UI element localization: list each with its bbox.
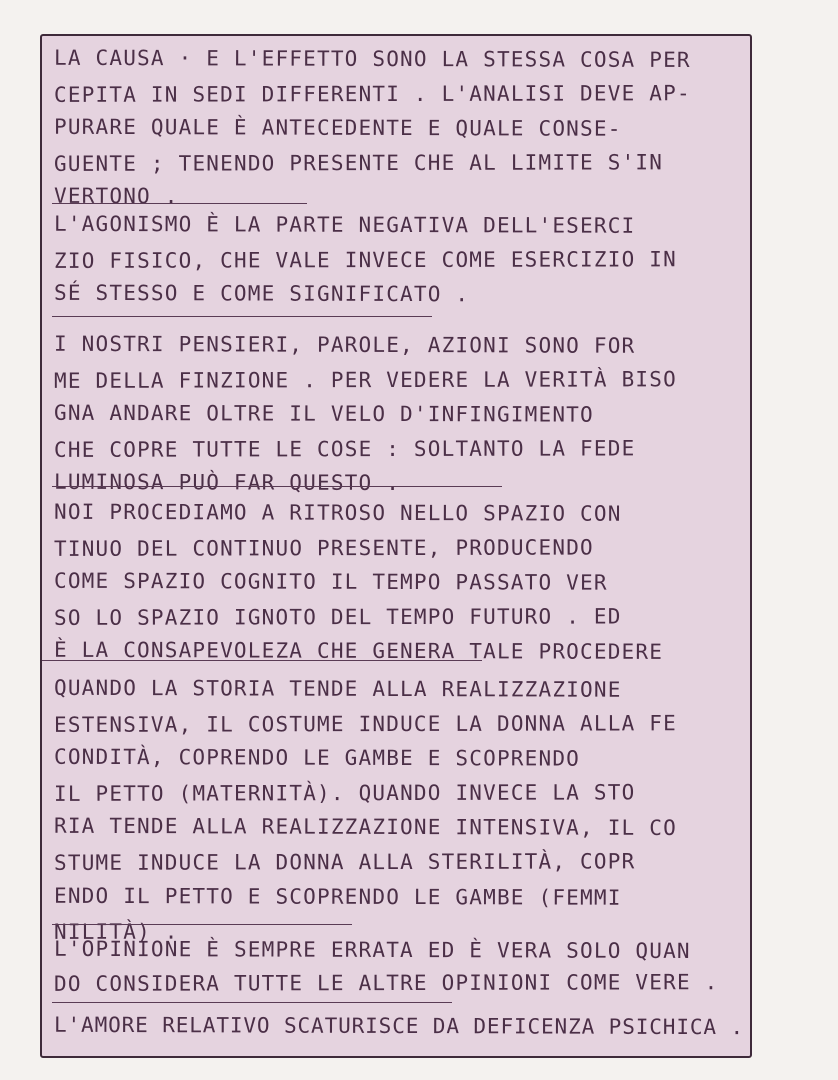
text-line: CONDITÀ, COPRENDO LE GAMBE E SCOPRENDO [53, 744, 581, 771]
paragraph-history-costume [54, 672, 746, 949]
divider [52, 203, 307, 204]
text-line: L'OPINIONE È SEMPRE ERRATA ED È VERA SOLO QUAN [53, 936, 691, 964]
text-line: ESTENSIVA, IL COSTUME INDUCE LA DONNA ALLA FE [53, 710, 677, 737]
text-line: LUMINOSA PUÒ FAR QUESTO . [53, 470, 401, 496]
paragraph-opinion [54, 934, 746, 1000]
text-line: STUME INDUCE LA DONNA ALLA STERILITÀ, COPR [53, 849, 636, 875]
text-line: DO CONSIDERA TUTTE LE ALTRE OPINIONI COME VERE . [53, 970, 719, 996]
paragraph-thoughts [54, 328, 746, 501]
text-line: ME DELLA FINZIONE . PER VEDERE LA VERITÀ BISO [53, 366, 677, 393]
text-line: L'AGONISMO È LA PARTE NEGATIVA DELL'ESERCI [53, 211, 636, 238]
text-line: RIA TENDE ALLA REALIZZAZIONE INTENSIVA, IL CO [53, 814, 677, 841]
text-line: PURARE QUALE È ANTECEDENTE E QUALE CONSE- [53, 114, 622, 141]
text-line: COME SPAZIO COGNITO IL TEMPO PASSATO VER [53, 568, 608, 595]
paragraph-space-time [54, 496, 746, 669]
text-line: È LA CONSAPEVOLEZA CHE GENERA TALE PROCEDERE [53, 638, 664, 665]
text-line: CHE COPRE TUTTE LE COSE : SOLTANTO LA FEDE [53, 436, 636, 462]
text-line: SO LO SPAZIO IGNOTO DEL TEMPO FUTURO . ED [53, 604, 622, 630]
text-line: L'AMORE RELATIVO SCATURISCE DA DEFICENZA PSICHICA . [53, 1012, 745, 1040]
divider [52, 316, 432, 317]
text-line: ZIO FISICO, CHE VALE INVECE COME ESERCIZIO IN [53, 246, 677, 273]
paragraph-cause-effect [54, 42, 746, 215]
text-line: CEPITA IN SEDI DIFFERENTI . L'ANALISI DEVE AP- [53, 80, 691, 107]
text-line: NOI PROCEDIAMO A RITROSO NELLO SPAZIO CON [53, 499, 622, 526]
text-line: I NOSTRI PENSIERI, PAROLE, AZIONI SONO FOR [53, 331, 636, 358]
text-line: GNA ANDARE OLTRE IL VELO D'INFINGIMENTO [53, 400, 594, 427]
text-line: LA CAUSA · E L'EFFETTO SONO LA STESSA COSA PER [53, 45, 691, 73]
text-line: GUENTE ; TENENDO PRESENTE CHE AL LIMITE S'IN [53, 150, 664, 176]
paragraph-agonism [54, 208, 746, 312]
text-line: VERTONO . [53, 184, 179, 209]
handwritten-plate [40, 34, 752, 1058]
divider [52, 486, 502, 487]
text-line: SÉ STESSO E COME SIGNIFICATO . [53, 280, 470, 307]
paragraph-love [54, 1010, 746, 1043]
divider [42, 660, 482, 661]
text-line: QUANDO LA STORIA TENDE ALLA REALIZZAZIONE [53, 675, 622, 702]
divider [52, 1002, 452, 1003]
divider [52, 924, 352, 925]
text-line: IL PETTO (MATERNITÀ). QUANDO INVECE LA STO [53, 780, 636, 806]
text-line: TINUO DEL CONTINUO PRESENTE, PRODUCENDO [53, 535, 594, 561]
text-line: NILITÀ) . [53, 919, 179, 945]
text-line: ENDO IL PETTO E SCOPRENDO LE GAMBE (FEMMI [53, 883, 622, 910]
